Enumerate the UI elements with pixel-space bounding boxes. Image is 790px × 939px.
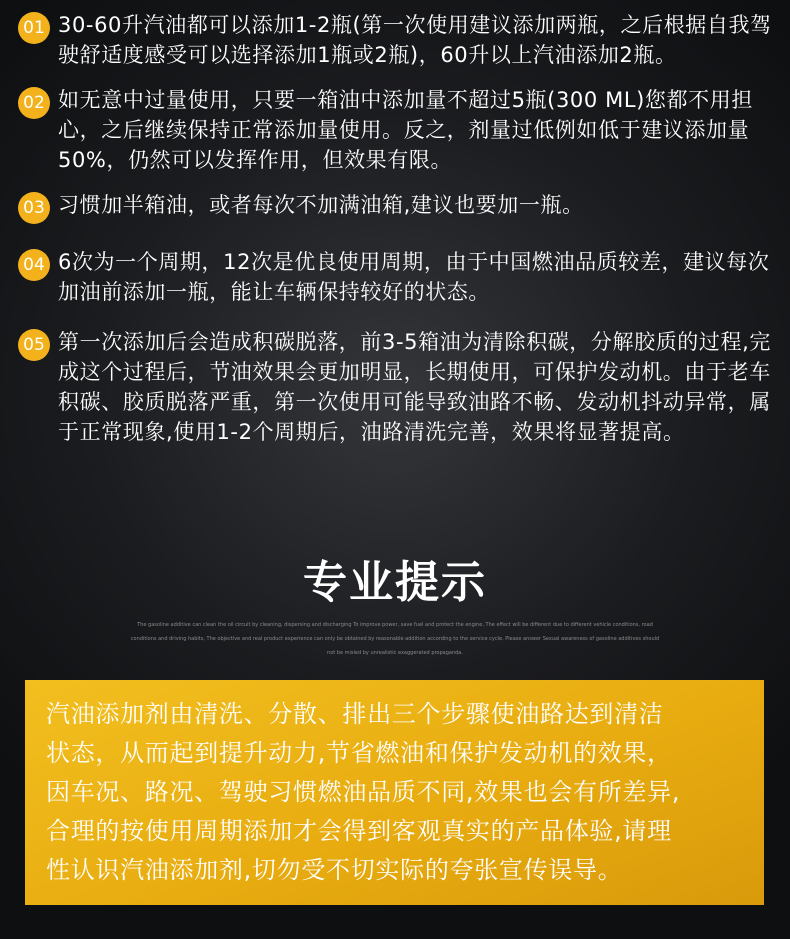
tip-item-1 <box>18 10 778 70</box>
tip-item-3 <box>18 190 778 224</box>
tip-item-5 <box>18 327 778 447</box>
usage-tips-list <box>18 10 778 447</box>
tip-text: 第一次添加后会造成积碳脱落，前3-5箱油为清除积碳，分解胶质的过程,完成这个过程后，节油效果会更加明显，长期使用，可保护发动机。由于老车积碳、胶质脱落严重，第一次使用可能导致油路不畅、发动机抖动异常，属于正常现象,使用1-2个周期后，油路清洗完善，效果将显著提高。 <box>58 330 771 444</box>
tip-number-badge: 04 <box>18 249 50 281</box>
tip-number-badge: 02 <box>18 87 50 119</box>
tip-item-4 <box>18 247 778 307</box>
tip-text: 6次为一个周期，12次是优良使用周期，由于中国燃油品质较差，建议每次加油前添加一瓶，能让车辆保持较好的状态。 <box>58 250 770 304</box>
tip-number-badge: 03 <box>18 192 50 224</box>
notice-box <box>25 680 764 905</box>
tip-text: 如无意中过量使用，只要一箱油中添加量不超过5瓶(300 ML)您都不用担心，之后继续保持正常添加量使用。反之，剂量过低例如低于建议添加量50%，仍然可以发挥作用，但效果有限。 <box>58 88 753 172</box>
tip-text: 习惯加半箱油，或者每次不加满油箱,建议也要加一瓶。 <box>58 193 584 217</box>
tip-number-badge: 05 <box>18 329 50 361</box>
english-fine-print: The gasoline additive can clean the oil circuit by cleaning, dispersing and discharging To improve power, save fuel and protect the engine, The effect will be different due to different vehicle conditions, road conditions and driving habits, The objective and real product experience can only be obtained by reasonable addition according to the service cycle. Please answer Sexual awareness of gasoline additives should not be misled by unrealistic exaggerated propaganda. <box>130 622 660 656</box>
notice-text: 汽油添加剂由清洗、分散、排出三个步骤使油路达到清洁 状态，从而起到提升动力,节省燃油和保护发动机的效果， 因车况、路况、驾驶习惯燃油品质不同,效果也会有所差异, 合理的按使用周期添加才会得到客观真实的产品体验,请理 性认识汽油添加剂,切勿受不切实际的夸张宣传误导。 <box>46 700 681 884</box>
tip-item-2 <box>18 85 778 175</box>
tip-text: 30-60升汽油都可以添加1-2瓶(第一次使用建议添加两瓶，之后根据自我驾驶舒适度感受可以选择添加1瓶或2瓶)，60升以上汽油添加2瓶。 <box>58 13 772 67</box>
section-title: 专业提示 <box>303 557 487 608</box>
tip-number-badge: 01 <box>18 12 50 44</box>
